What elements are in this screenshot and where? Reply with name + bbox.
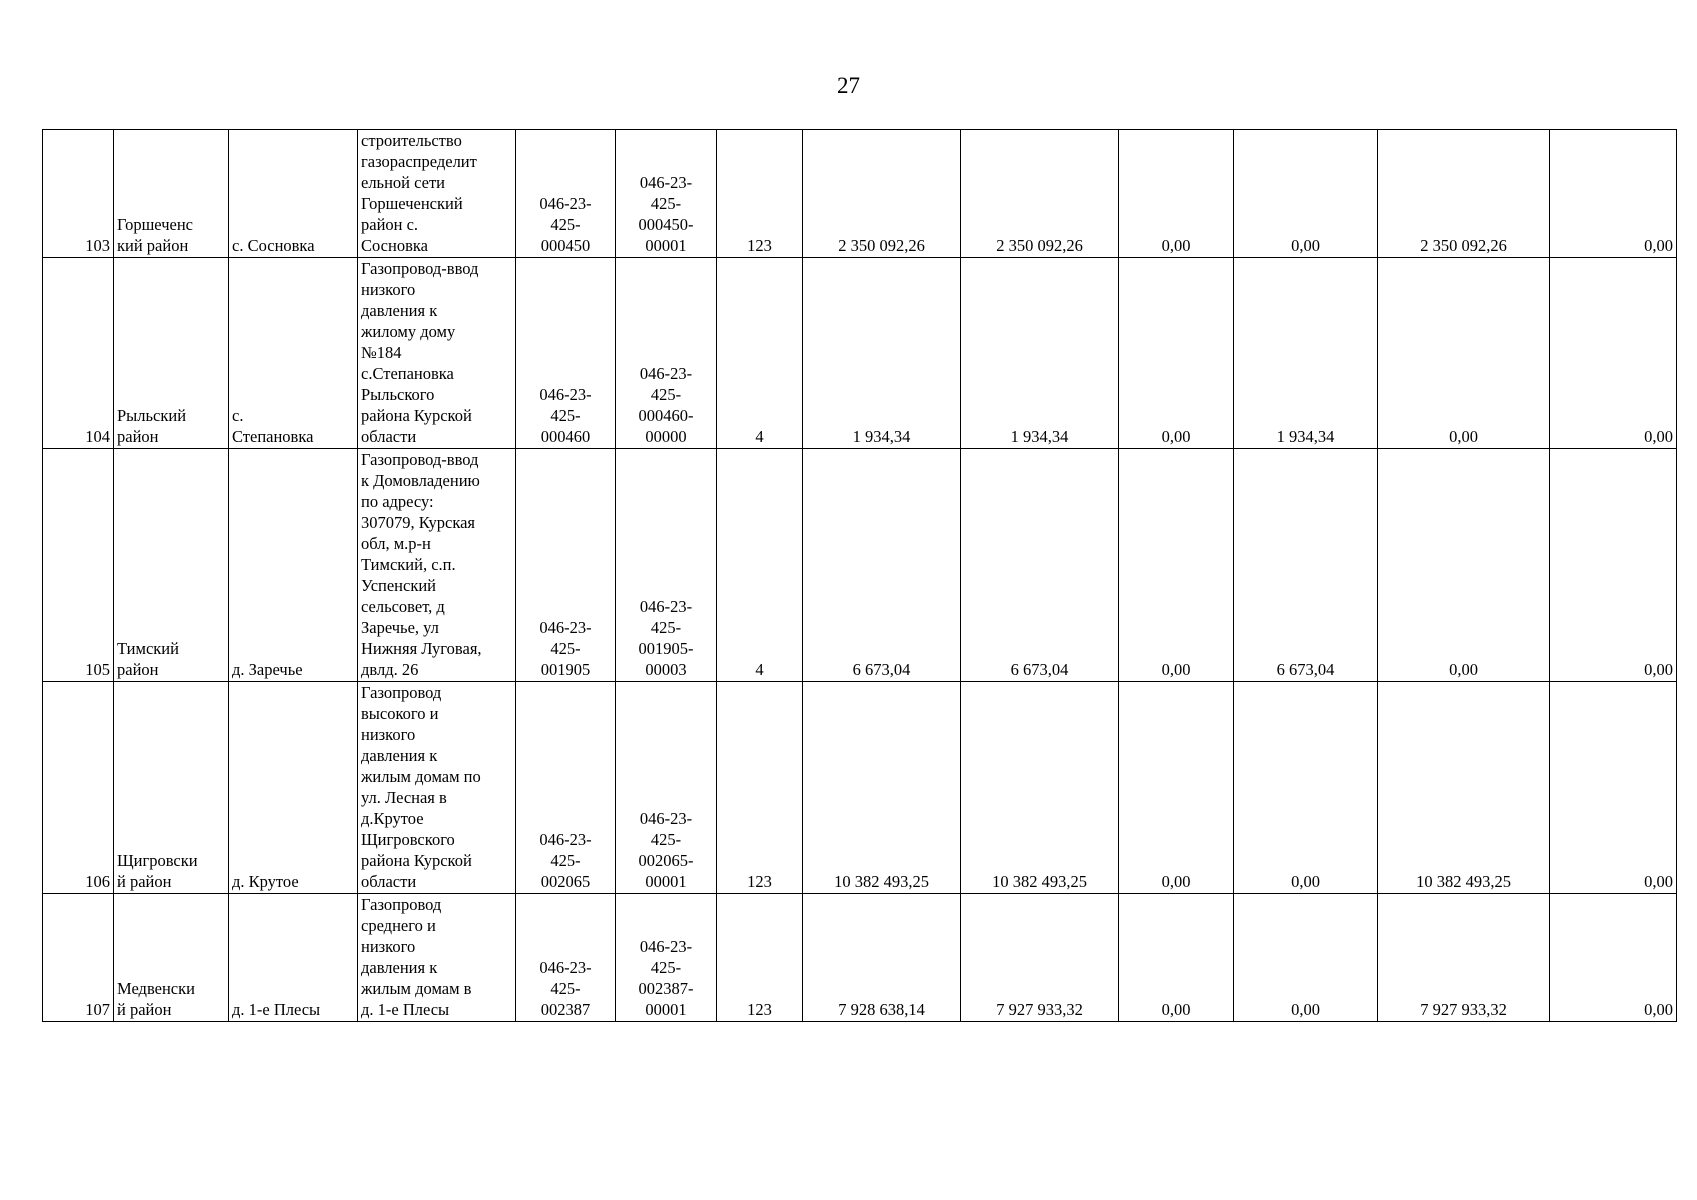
code-cell: 046-23- 425- 001905: [516, 449, 616, 682]
district-cell: Медвенски й район: [114, 894, 229, 1022]
value-cell: 2 350 092,26: [961, 130, 1119, 258]
district-cell: Горшеченс кий район: [114, 130, 229, 258]
value-cell: 7 928 638,14: [803, 894, 961, 1022]
type-code-cell: 123: [717, 130, 803, 258]
district-cell: Щигровски й район: [114, 682, 229, 894]
code-cell: 046-23- 425- 000460: [516, 258, 616, 449]
type-code-cell: 4: [717, 449, 803, 682]
value-cell: 10 382 493,25: [961, 682, 1119, 894]
value-cell: 1 934,34: [961, 258, 1119, 449]
value-cell: 7 927 933,32: [961, 894, 1119, 1022]
value-cell: 0,00: [1550, 130, 1677, 258]
table-row: [43, 258, 1677, 449]
row-number: 105: [43, 449, 114, 682]
value-cell: 0,00: [1234, 894, 1378, 1022]
sub-code-cell: 046-23- 425- 002065- 00001: [616, 682, 717, 894]
object-name-cell: Газопровод-ввод низкого давления к жилому дому №184 с.Степановка Рыльского района Курской области: [358, 258, 516, 449]
table-row: [43, 894, 1677, 1022]
value-cell: 6 673,04: [1234, 449, 1378, 682]
page-number: 27: [837, 73, 860, 98]
value-cell: 0,00: [1550, 682, 1677, 894]
type-code-cell: 123: [717, 682, 803, 894]
code-cell: 046-23- 425- 002387: [516, 894, 616, 1022]
object-name-cell: Газопровод высокого и низкого давления к жилым домам по ул. Лесная в д.Крутое Щигровского района Курской области: [358, 682, 516, 894]
settlement-cell: д. Крутое: [229, 682, 358, 894]
type-code-cell: 4: [717, 258, 803, 449]
value-cell: 6 673,04: [803, 449, 961, 682]
value-cell: 10 382 493,25: [1378, 682, 1550, 894]
district-cell: Рыльский район: [114, 258, 229, 449]
value-cell: 0,00: [1119, 449, 1234, 682]
object-name-cell: строительство газораспределит ельной сети Горшеченский район с. Сосновка: [358, 130, 516, 258]
settlement-cell: д. Заречье: [229, 449, 358, 682]
value-cell: 0,00: [1119, 258, 1234, 449]
row-number: 104: [43, 258, 114, 449]
object-name-cell: Газопровод-ввод к Домовладению по адресу: 307079, Курская обл, м.р-н Тимский, с.п. Успенский сельсовет, д Заречье, ул Нижняя Луговая, двлд. 26: [358, 449, 516, 682]
row-number: 107: [43, 894, 114, 1022]
sub-code-cell: 046-23- 425- 001905- 00003: [616, 449, 717, 682]
value-cell: 6 673,04: [961, 449, 1119, 682]
table-row: [43, 449, 1677, 682]
value-cell: 0,00: [1119, 682, 1234, 894]
row-number: 106: [43, 682, 114, 894]
type-code-cell: 123: [717, 894, 803, 1022]
value-cell: 2 350 092,26: [1378, 130, 1550, 258]
value-cell: 0,00: [1378, 449, 1550, 682]
value-cell: 0,00: [1119, 130, 1234, 258]
value-cell: 10 382 493,25: [803, 682, 961, 894]
sub-code-cell: 046-23- 425- 000460- 00000: [616, 258, 717, 449]
value-cell: 0,00: [1550, 258, 1677, 449]
value-cell: 1 934,34: [803, 258, 961, 449]
sub-code-cell: 046-23- 425- 000450- 00001: [616, 130, 717, 258]
code-cell: 046-23- 425- 002065: [516, 682, 616, 894]
value-cell: 0,00: [1119, 894, 1234, 1022]
value-cell: 7 927 933,32: [1378, 894, 1550, 1022]
row-number: 103: [43, 130, 114, 258]
value-cell: 0,00: [1550, 894, 1677, 1022]
value-cell: 1 934,34: [1234, 258, 1378, 449]
table-row: [43, 682, 1677, 894]
value-cell: 0,00: [1550, 449, 1677, 682]
district-cell: Тимский район: [114, 449, 229, 682]
value-cell: 0,00: [1234, 682, 1378, 894]
settlement-cell: с. Степановка: [229, 258, 358, 449]
settlement-cell: д. 1-е Плесы: [229, 894, 358, 1022]
settlement-cell: с. Сосновка: [229, 130, 358, 258]
value-cell: 2 350 092,26: [803, 130, 961, 258]
sub-code-cell: 046-23- 425- 002387- 00001: [616, 894, 717, 1022]
value-cell: 0,00: [1234, 130, 1378, 258]
value-cell: 0,00: [1378, 258, 1550, 449]
data-table: [42, 129, 1677, 1022]
table-row: [43, 130, 1677, 258]
object-name-cell: Газопровод среднего и низкого давления к жилым домам в д. 1-е Плесы: [358, 894, 516, 1022]
code-cell: 046-23- 425- 000450: [516, 130, 616, 258]
